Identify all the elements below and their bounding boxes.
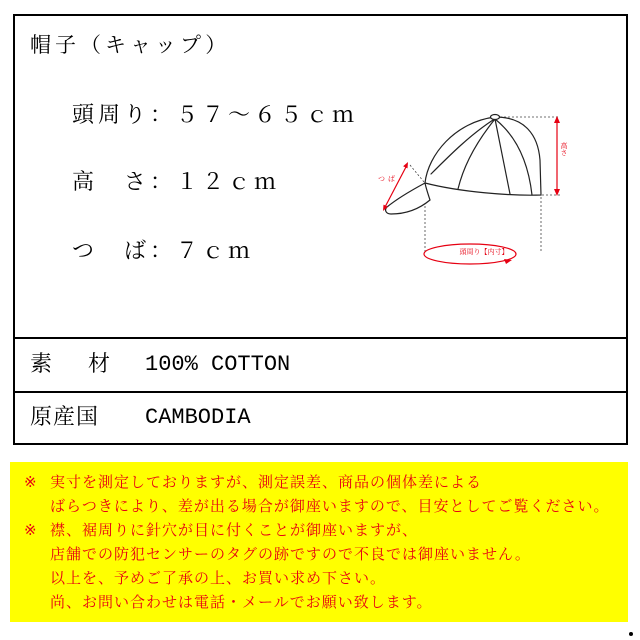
spec-label: 高 さ： xyxy=(72,170,177,195)
corner-dot xyxy=(629,632,633,636)
divider xyxy=(15,337,626,339)
spec-head-circumference xyxy=(72,103,358,129)
note-marker xyxy=(24,566,50,590)
note-text: 実寸を測定しておりますが、測定誤差、商品の個体差による xyxy=(50,473,483,491)
note-text: 店舗での防犯センサーのタグの跡ですので不良では御座いません。 xyxy=(50,545,531,563)
notice-line xyxy=(24,542,628,566)
brim-guide-line xyxy=(410,165,424,182)
note-marker: ※ xyxy=(24,521,38,539)
notice-line xyxy=(24,494,628,518)
spec-value: １２ｃｍ xyxy=(176,170,281,195)
notice-line xyxy=(24,470,628,494)
note-marker xyxy=(24,542,50,566)
origin-value: CAMBODIA xyxy=(145,405,251,430)
cap-button xyxy=(491,115,500,120)
notice-box xyxy=(10,462,628,622)
spec-label: つ ば： xyxy=(72,239,177,264)
cap-crown xyxy=(425,117,541,195)
note-text: ばらつきにより、差が出る場合が御座いますので、目安としてご覧ください。 xyxy=(50,497,610,515)
note-text: 以上を、予めご了承の上、お買い求め下さい。 xyxy=(50,569,387,587)
material-value: 100% COTTON xyxy=(145,352,291,377)
note-marker xyxy=(24,494,50,518)
note-marker: ※ xyxy=(24,473,38,491)
divider xyxy=(15,391,626,393)
origin-label: 原産国 xyxy=(30,405,100,430)
spec-value: ５７～６５ｃｍ xyxy=(176,103,359,128)
brim-label: つば xyxy=(378,175,398,183)
material-label: 素 材 xyxy=(30,352,118,377)
notice-line xyxy=(24,566,628,590)
head-circumference-label: 頭周り【内寸】 xyxy=(459,248,509,256)
note-text: 襟、裾周りに針穴が目に付くことが御座いますが、 xyxy=(50,521,419,539)
note-text: 尚、お問い合わせは電話・メールでお願い致します。 xyxy=(50,593,433,611)
cap-measurement-diagram xyxy=(360,100,580,275)
spec-value: ７ｃｍ xyxy=(176,239,255,264)
notice-line xyxy=(24,590,628,614)
spec-box xyxy=(13,14,628,445)
height-label: 高さ xyxy=(560,142,568,156)
head-circumference-arrow-head xyxy=(504,259,512,264)
note-marker xyxy=(24,590,50,614)
cap-brim xyxy=(386,183,430,214)
spec-label: 頭周り： xyxy=(72,103,177,128)
spec-height xyxy=(72,170,280,196)
spec-brim xyxy=(72,239,254,265)
notice-line xyxy=(24,518,628,542)
height-arrow-head-top xyxy=(554,116,560,123)
product-title: 帽子（キャップ） xyxy=(30,33,231,57)
